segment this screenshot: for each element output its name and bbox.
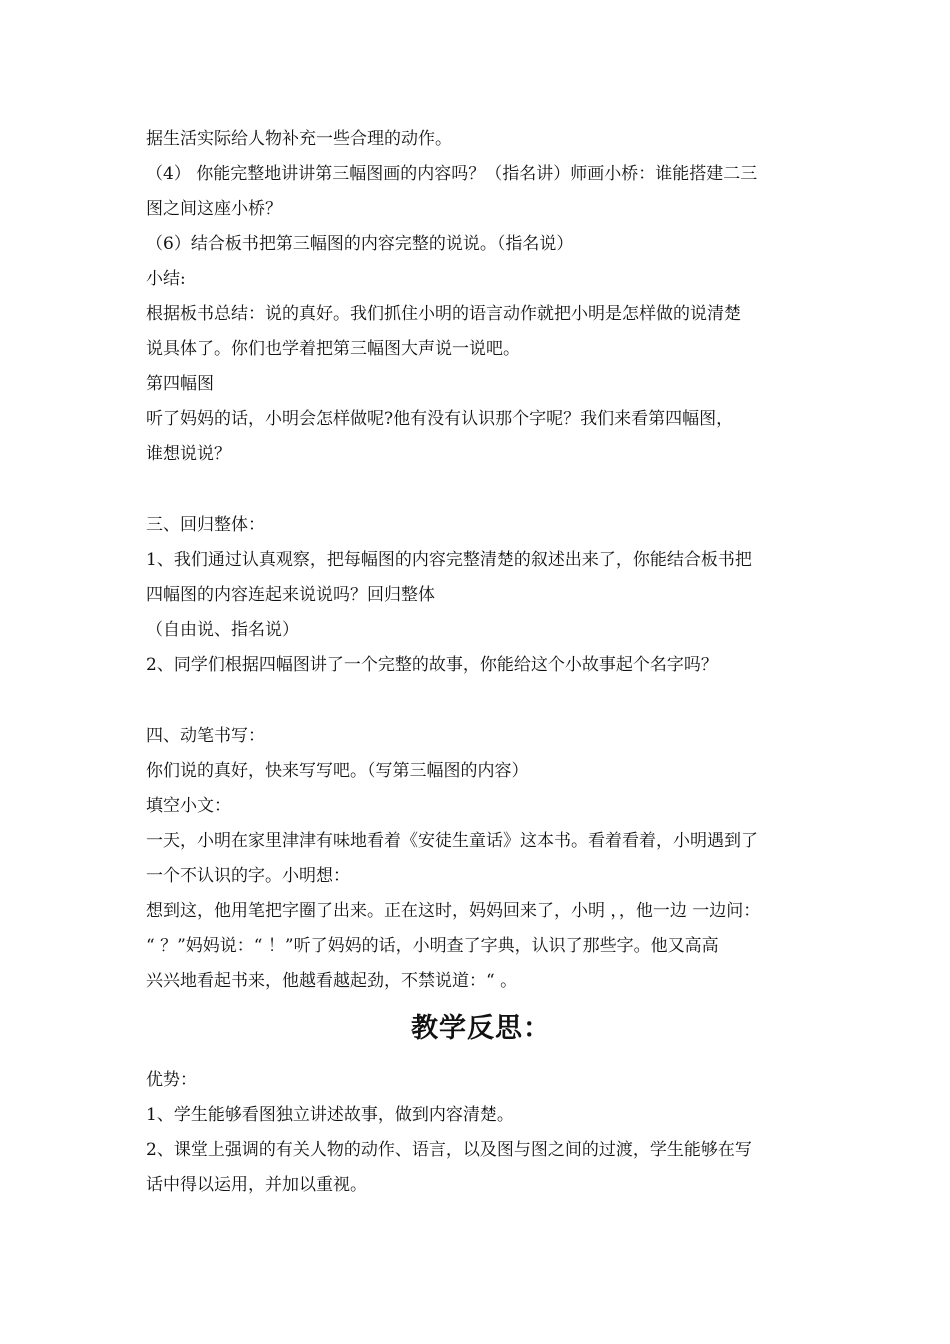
section-title-writing: 四、动笔书写： bbox=[146, 726, 265, 746]
text-line: 四幅图的内容连起来说说吗？回归整体 bbox=[146, 585, 435, 605]
text-line: 你们说的真好，快来写写吧。（写第三幅图的内容） bbox=[146, 761, 529, 781]
document-page bbox=[146, 122, 816, 1203]
text-line: 填空小文： bbox=[146, 796, 231, 816]
text-line: 一个不认识的字。小明想： bbox=[146, 866, 350, 886]
text-line: 优势： bbox=[146, 1070, 197, 1090]
text-line: 1、我们通过认真观察，把每幅图的内容完整清楚的叙述出来了，你能结合板书把 bbox=[146, 550, 752, 570]
reflection-heading: 教学反思： bbox=[411, 1013, 551, 1044]
text-line: 一天，小明在家里津津有味地看着《安徒生童话》这本书。看着看着，小明遇到了 bbox=[146, 831, 758, 851]
paragraph-gap bbox=[146, 683, 816, 719]
text-line: 2、同学们根据四幅图讲了一个完整的故事，你能给这个小故事起个名字吗？ bbox=[146, 655, 718, 675]
text-line: （4） 你能完整地讲讲第三幅图画的内容吗？（指名讲）师画小桥：谁能搭建二三 bbox=[146, 164, 758, 184]
text-line: 根据板书总结：说的真好。我们抓住小明的语言动作就把小明是怎样做的说清楚 bbox=[146, 304, 741, 324]
text-line: 话中得以运用，并加以重视。 bbox=[146, 1175, 367, 1195]
text-line: 想到这，他用笔把字圈了出来。正在这时，妈妈回来了，小明 ，，他一边 一边问： bbox=[146, 901, 761, 921]
text-line: 第四幅图 bbox=[146, 374, 214, 394]
text-line: 2、课堂上强调的有关人物的动作、语言，以及图与图之间的过渡，学生能够在写 bbox=[146, 1140, 752, 1160]
text-line: （6）结合板书把第三幅图的内容完整的说说。（指名说） bbox=[146, 234, 574, 254]
text-line: 兴兴地看起书来，他越看越起劲，不禁说道：“ 。 bbox=[146, 971, 518, 991]
section-title-return-whole: 三、回归整体： bbox=[146, 515, 265, 535]
text-line: 1、学生能够看图独立讲述故事，做到内容清楚。 bbox=[146, 1105, 514, 1125]
text-line: 说具体了。你们也学着把第三幅图大声说一说吧。 bbox=[146, 339, 520, 359]
paragraph-gap bbox=[146, 472, 816, 508]
text-line: 小结: bbox=[146, 269, 186, 289]
text-line: 谁想说说？ bbox=[146, 444, 231, 464]
text-line: 听了妈妈的话，小明会怎样做呢?他有没有认识那个字呢？我们来看第四幅图， bbox=[146, 409, 734, 429]
text-line: “ ？”妈妈说：“ ！”听了妈妈的话，小明查了字典，认识了那些字。他又高高 bbox=[146, 936, 719, 956]
text-line: 据生活实际给人物补充一些合理的动作。 bbox=[146, 129, 452, 149]
text-line: （自由说、指名说） bbox=[146, 620, 299, 640]
text-line: 图之间这座小桥？ bbox=[146, 199, 282, 219]
